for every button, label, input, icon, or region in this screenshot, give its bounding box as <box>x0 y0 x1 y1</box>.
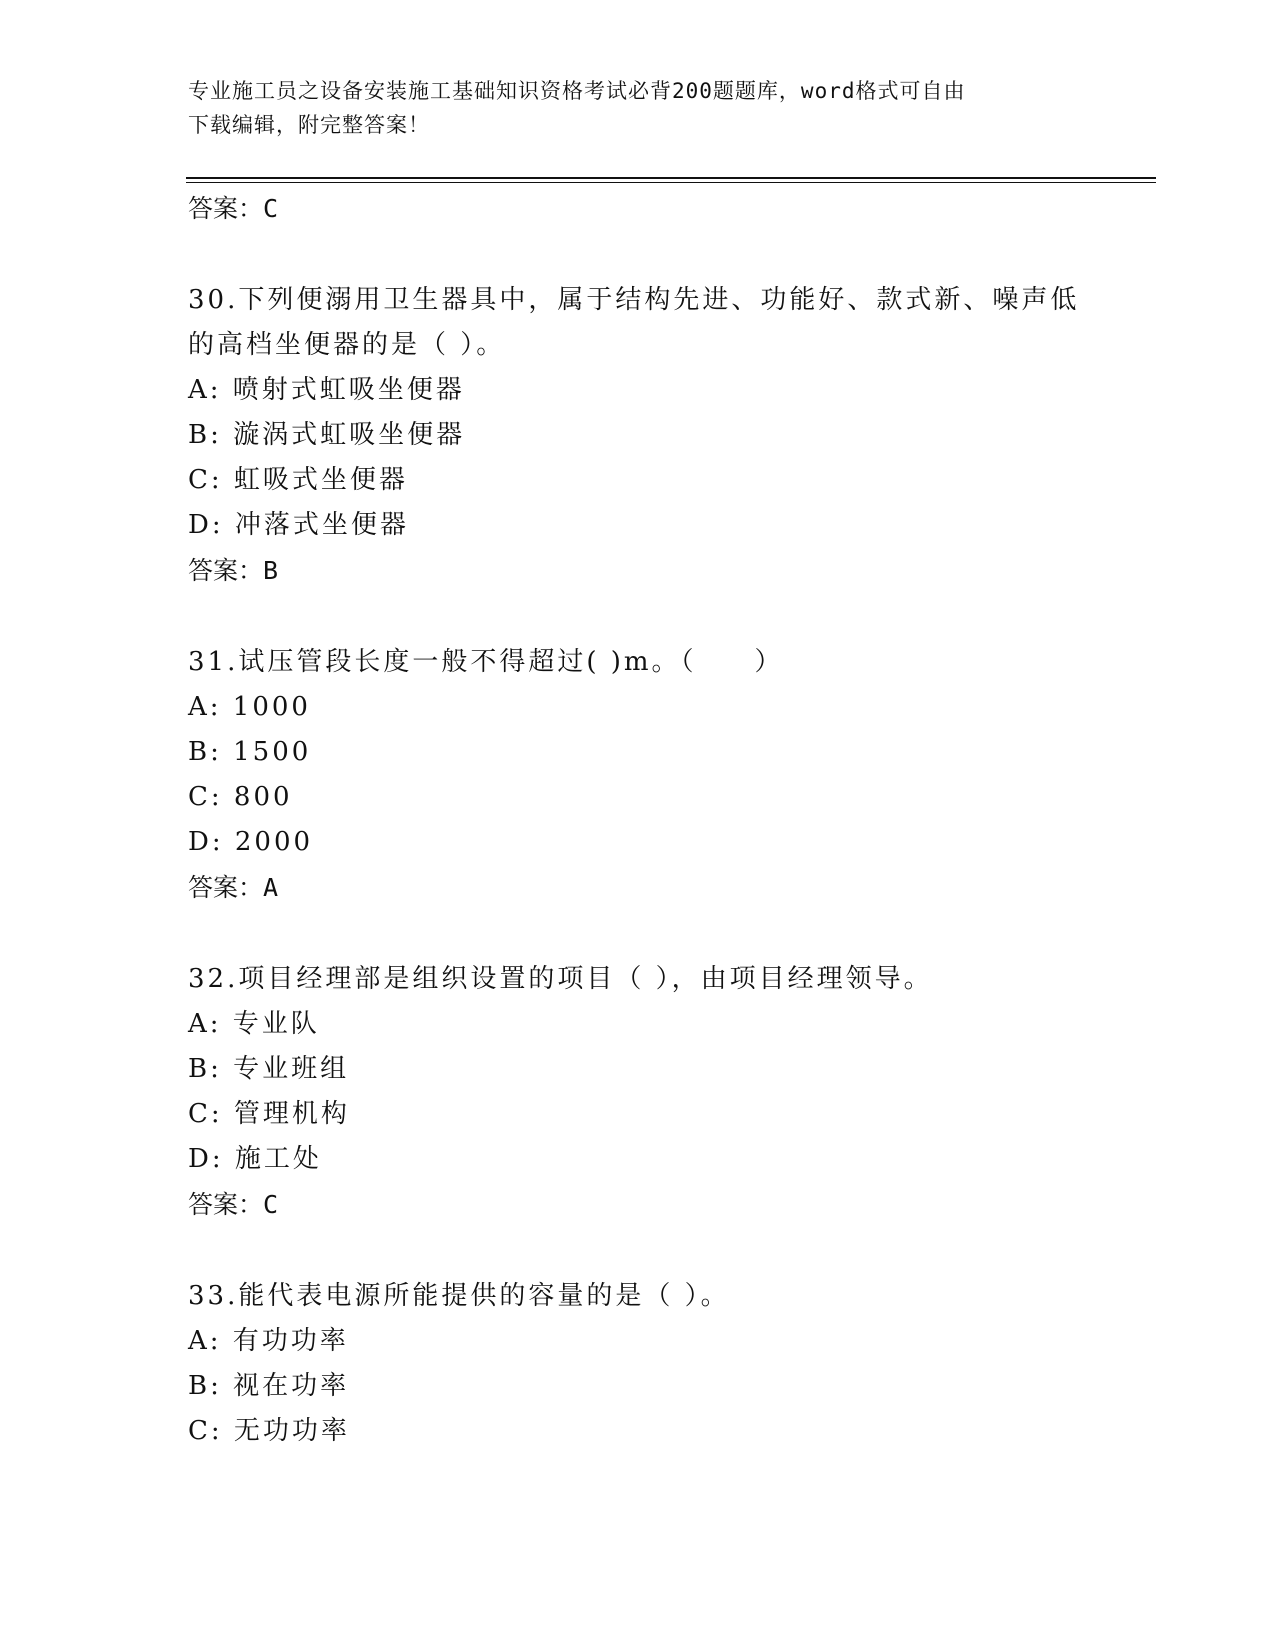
answer: 答案：B <box>188 556 279 585</box>
question-text: 31.试压管段长度一般不得超过( )m。（ ） <box>188 647 784 677</box>
option-a: A: 1000 <box>188 692 311 722</box>
option-c: C: 无功功率 <box>188 1416 350 1446</box>
answer: 答案：C <box>188 1190 279 1219</box>
question-text: 33.能代表电源所能提供的容量的是（ ）。 <box>188 1281 730 1311</box>
question-30 <box>188 278 1108 593</box>
page-header <box>188 74 1088 142</box>
option-c: C: 管理机构 <box>188 1099 350 1129</box>
header-line-2: 下载编辑，附完整答案！ <box>188 113 430 137</box>
question-list <box>188 186 1108 1454</box>
option-c: C: 虹吸式坐便器 <box>188 465 408 495</box>
question-32 <box>188 957 1108 1227</box>
previous-answer: 答案：C <box>188 194 279 223</box>
question-33 <box>188 1274 1108 1454</box>
question-text-continued: 的高档坐便器的是（ ）。 <box>188 330 506 360</box>
option-b: B: 漩涡式虹吸坐便器 <box>188 420 466 450</box>
option-b: B: 视在功率 <box>188 1371 350 1401</box>
option-a: A: 有功功率 <box>188 1326 349 1356</box>
option-d: D: 冲落式坐便器 <box>188 510 409 540</box>
answer: 答案：A <box>188 873 279 902</box>
option-d: D: 施工处 <box>188 1144 322 1174</box>
header-rule-thick <box>186 177 1156 179</box>
option-b: B: 1500 <box>188 737 312 767</box>
option-a: A: 专业队 <box>188 1009 320 1039</box>
question-text: 30.下列便溺用卫生器具中，属于结构先进、功能好、款式新、噪声低 <box>188 285 1080 315</box>
option-b: B: 专业班组 <box>188 1054 350 1084</box>
option-a: A: 喷射式虹吸坐便器 <box>188 375 465 405</box>
option-c: C: 800 <box>188 782 293 812</box>
question-text: 32.项目经理部是组织设置的项目（ ），由项目经理领导。 <box>188 964 933 994</box>
option-d: D: 2000 <box>188 827 314 857</box>
question-31 <box>188 640 1108 910</box>
header-rule-thin <box>186 182 1156 183</box>
header-line-1: 专业施工员之设备安装施工基础知识资格考试必背200题题库，word格式可自由 <box>188 79 966 103</box>
